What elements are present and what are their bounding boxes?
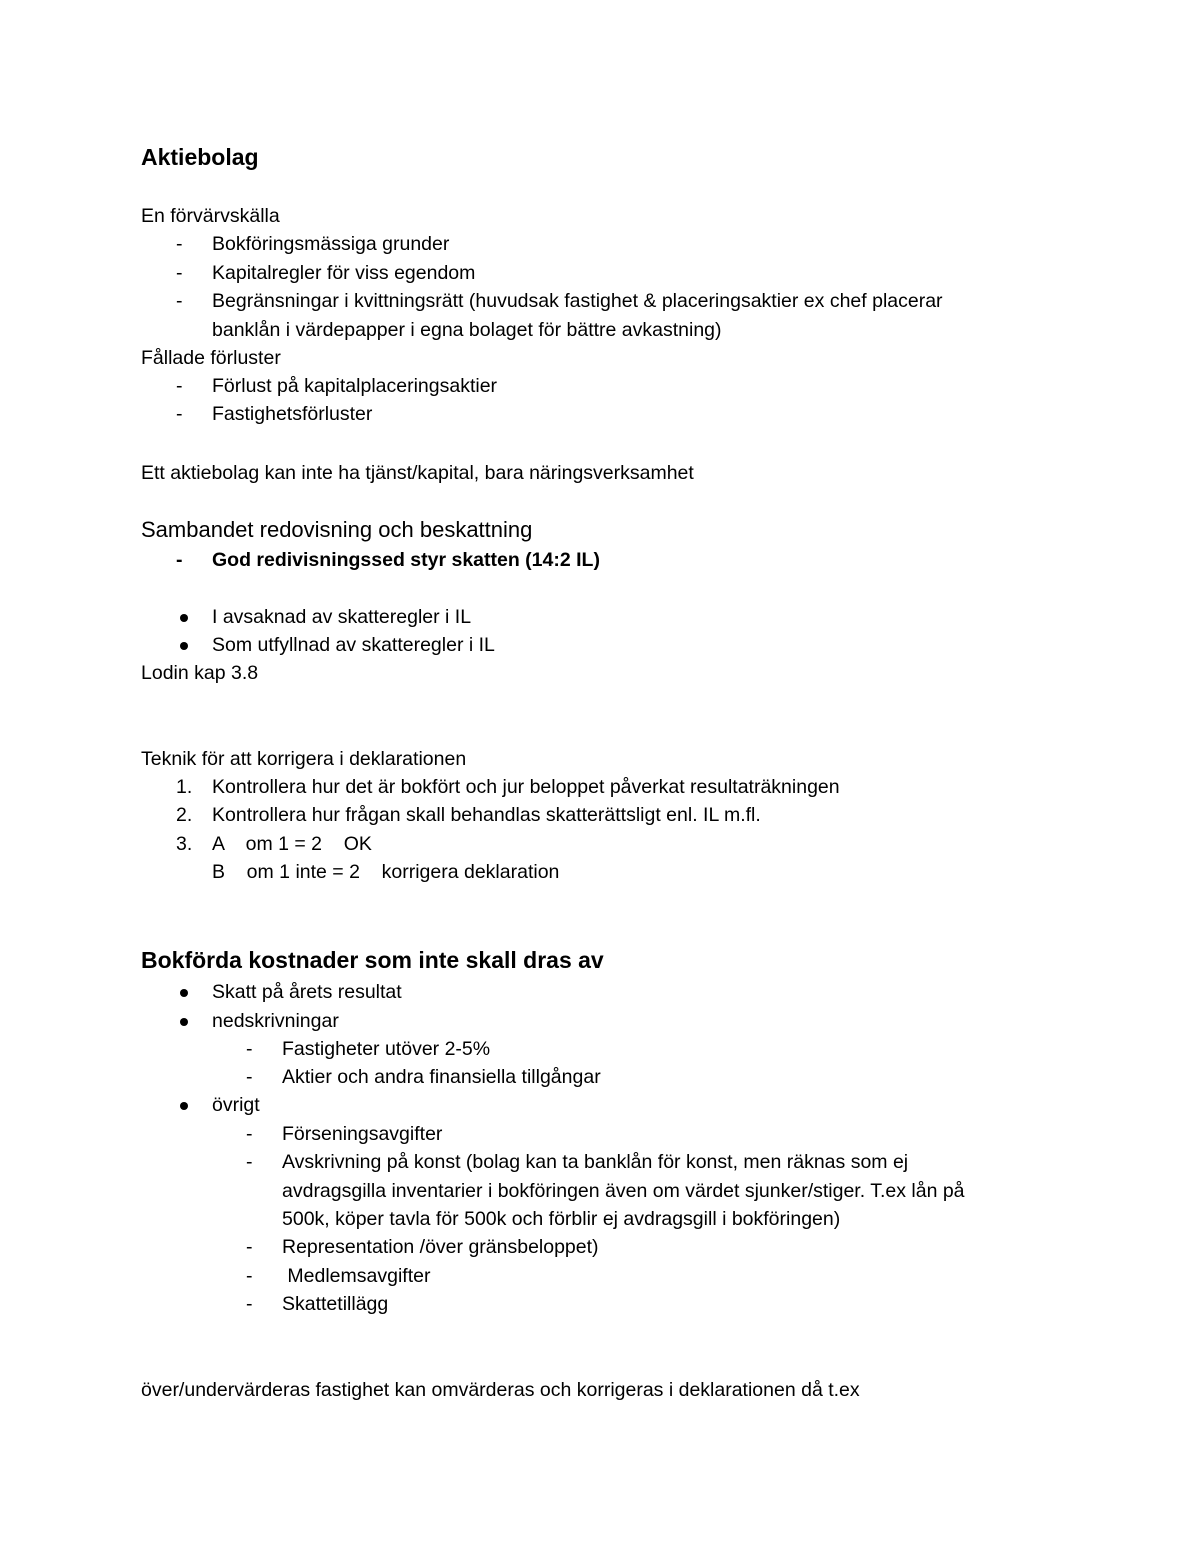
bold-list-item: God redivisningssed styr skatten (14:2 IL) xyxy=(212,549,600,571)
sub-list-item: Medlemsavgifter xyxy=(282,1265,431,1287)
page-title: Aktiebolag xyxy=(141,144,259,170)
step-number: 1. xyxy=(176,776,193,798)
dash-marker: - xyxy=(246,1066,253,1088)
dash-marker: - xyxy=(246,1151,253,1173)
bullet-icon xyxy=(180,1102,188,1110)
list-item-continuation: banklån i värdepapper i egna bolaget för bättre avkastning) xyxy=(212,319,722,341)
bullet-item: Skatt på årets resultat xyxy=(212,981,402,1003)
section-heading: En förvärvskälla xyxy=(141,205,280,227)
bullet-item: övrigt xyxy=(212,1094,260,1116)
step-text: Kontrollera hur det är bokfört och jur beloppet påverkat resultaträkningen xyxy=(212,776,840,798)
sub-list-item: Fastigheter utöver 2-5% xyxy=(282,1038,491,1060)
step-text-continuation: B om 1 inte = 2 korrigera deklaration xyxy=(212,861,560,883)
section-heading: Fållade förluster xyxy=(141,347,281,369)
list-item: Begränsningar i kvittningsrätt (huvudsak fastighet & placeringsaktier ex chef placerar xyxy=(212,290,943,312)
step-number: 2. xyxy=(176,804,193,826)
list-item: Kapitalregler för viss egendom xyxy=(212,262,476,284)
step-text: A om 1 = 2 OK xyxy=(212,833,372,855)
bullet-icon xyxy=(180,1018,188,1026)
reference-text: Lodin kap 3.8 xyxy=(141,662,259,684)
bullet-item: Som utfyllnad av skatteregler i IL xyxy=(212,634,495,656)
dash-marker: - xyxy=(246,1236,253,1258)
list-item: Fastighetsförluster xyxy=(212,403,373,425)
dash-marker: - xyxy=(176,403,183,425)
dash-marker: - xyxy=(246,1265,253,1287)
dash-marker: - xyxy=(176,262,183,284)
dash-marker: - xyxy=(176,375,183,397)
bullet-icon xyxy=(180,989,188,997)
paragraph: över/undervärderas fastighet kan omvärderas och korrigeras i deklarationen då t.ex xyxy=(141,1379,860,1401)
section-heading: Bokförda kostnader som inte skall dras av xyxy=(141,947,604,973)
sub-list-item: Skattetillägg xyxy=(282,1293,389,1315)
step-number: 3. xyxy=(176,833,193,855)
paragraph: Ett aktiebolag kan inte ha tjänst/kapital, bara näringsverksamhet xyxy=(141,462,694,484)
sub-list-item-continuation: avdragsgilla inventarier i bokföringen även om värdet sjunker/stiger. T.ex lån på xyxy=(282,1180,965,1202)
section-heading: Sambandet redovisning och beskattning xyxy=(141,517,533,542)
sub-list-item: Representation /över gränsbeloppet) xyxy=(282,1236,599,1258)
dash-marker: - xyxy=(176,233,183,255)
dash-marker: - xyxy=(176,290,183,312)
bullet-icon xyxy=(180,642,188,650)
dash-marker: - xyxy=(246,1038,253,1060)
sub-list-item: Förseningsavgifter xyxy=(282,1123,443,1145)
list-item: Förlust på kapitalplaceringsaktier xyxy=(212,375,498,397)
section-heading: Teknik för att korrigera i deklarationen xyxy=(141,748,467,770)
step-text: Kontrollera hur frågan skall behandlas skatterättsligt enl. IL m.fl. xyxy=(212,804,761,826)
sub-list-item: Aktier och andra finansiella tillgångar xyxy=(282,1066,601,1088)
bold-dash-marker: - xyxy=(176,549,183,571)
list-item: Bokföringsmässiga grunder xyxy=(212,233,450,255)
sub-list-item-continuation: 500k, köper tavla för 500k och förblir ej avdragsgill i bokföringen) xyxy=(282,1208,841,1230)
bullet-icon xyxy=(180,614,188,622)
sub-list-item: Avskrivning på konst (bolag kan ta banklån för konst, men räknas som ej xyxy=(282,1151,909,1173)
bullet-item: I avsaknad av skatteregler i IL xyxy=(212,606,472,628)
bullet-item: nedskrivningar xyxy=(212,1010,339,1032)
dash-marker: - xyxy=(246,1293,253,1315)
dash-marker: - xyxy=(246,1123,253,1145)
